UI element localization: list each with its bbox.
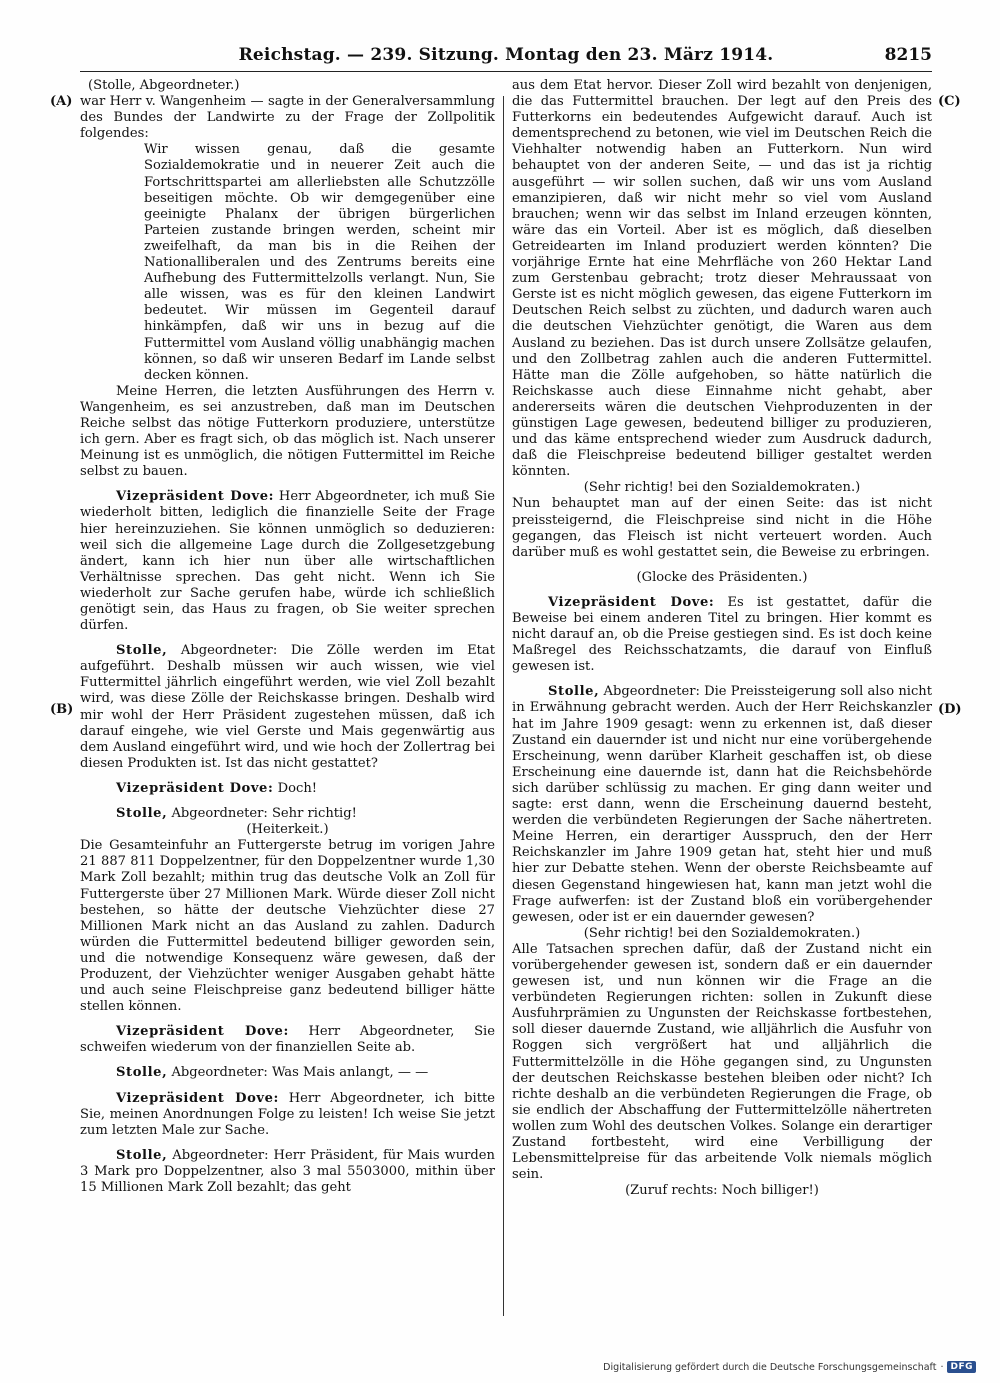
speech-paragraph: Vizepräsident Dove: Herr Abgeordneter, ich bitte Sie, meinen Anordnungen Folge zu leisten! Ich weise Sie jetzt zum letzten Male zur Sache. (80, 1090, 495, 1138)
speech-paragraph: Vizepräsident Dove: Herr Abgeordneter, ich muß Sie wiederholt bitten, lediglich die finanzielle Seite der Frage hier hereinzuziehen. Sie können unmöglich so deduzieren: weil sich die allgemeine Lage durch die Zollgesetzgebung ändert, kann ich hier nun über alle wirtschaftlichen Verhältnisse sprechen. Das geht nicht. Wenn ich Sie wiederholt zur Sache gerufen habe, würde ich schließlich genötigt sein, das Haus zu fragen, ob Sie weiter sprechen dürfen. (80, 489, 495, 634)
speech-paragraph: Stolle, Abgeordneter: Sehr richtig! (116, 806, 357, 822)
speaker-name: Vizepräsident Dove: (116, 489, 275, 505)
interjection: (Heiterkeit.) (246, 822, 329, 838)
dfg-logo-icon: DFG (947, 1361, 976, 1373)
speech-paragraph: Vizepräsident Dove: Es ist gestattet, dafür die Beweise bei einem anderen Titel zu bringen. Hier kommt es nicht darauf an, ob die Preise gestiegen sind. Es ist doch keine Maßregel des Reichsschatzamts, die darauf von Einfluß gewesen ist. (512, 594, 932, 675)
running-title: Reichstag. — 239. Sitzung. Montag den 23. März 1914. (238, 45, 774, 65)
paragraph: aus dem Etat hervor. Dieser Zoll wird bezahlt von denjenigen, die das Futtermittel brauchen. Der legt auf den Preis des Futterkorns ein bedeutendes Aufgewicht darauf. Auch ist dementsprechend zu betonen, wie viel im Deutschen Reich die Viehhalter notwendig haben an Futterkorn. Nun wird behauptet von der anderen Seite, — und das ist ja richtig ausgeführt — wir sollen suchen, daß wir uns vom Ausland emanzipieren, daß wir nicht mehr so viel vom Ausland brauchen; wenn wir das selbst im Inland erzeugen könnten, wäre das ein Vorteil. Aber ist es möglich, daß dieselben Getreidearten im Inland produziert werden könnten? Die vorjährige Ernte hat eine Mehrfläche von 260 Hektar Land zum Gerstenbau gebracht; trotz dieser Mehraussaat von Gerste ist es nicht möglich gewesen, das eigene Futterkorn im Deutschen Reich selbst zu züchten, und dadurch waren auch die deutschen Viehzüchter genötigt, die Waren aus dem Ausland zu beziehen. Das ist durch unsere Zollsätze gelaufen, und den Zollbetrag zahlen auch die anderen Futtermittel. Hätte man die Zölle aufgehoben, so hätte natürlich die Reichskasse auch diese Einnahme nicht gehabt, aber andererseits wären die deutschen Viehproduzenten in der günstigen Lage gewesen, bedeutend billiger zu produzieren, und das käme entsprechend wieder zum Ausdruck dadurch, daß die Fleischpreise bedeutend billiger gestaltet werden könnten. (512, 78, 932, 480)
speaker-name: Vizepräsident Dove: (548, 594, 715, 610)
speaker-name: Stolle, (116, 643, 168, 659)
speaker-name: Vizepräsident Dove: (116, 780, 274, 796)
margin-mark-a: (A) (50, 94, 73, 109)
speaker-continuation: (Stolle, Abgeordneter.) (88, 78, 240, 93)
speech-paragraph: Stolle, Abgeordneter: Die Zölle werden im Etat aufgeführt. Deshalb müssen wir auch wissen, wie viel Futtermittel jährlich eingeführt werden, wie viel Zoll bezahlt wird, was diese Zölle der Reichskasse bringen. Deshalb wird mir wohl der Herr Präsident zugestehen müssen, daß ich darauf eingehe, wie viel Gerste und Mais gegenwärtig aus dem Ausland eingeführt wird, und wie hoch der Zollertrag bei diesen Produkten ist. Ist das nicht gestattet? (80, 643, 495, 771)
paragraph: war Herr v. Wangenheim — sagte in der Generalversammlung des Bundes der Landwirte zu der Frage der Zollpolitik folgendes: (80, 94, 495, 142)
speaker-name: Stolle, (116, 806, 168, 822)
interjection: (Zuruf rechts: Noch billiger!) (625, 1183, 819, 1199)
speaker-name: Stolle, (548, 684, 600, 700)
page-number: 8215 (884, 45, 932, 65)
speaker-name: Vizepräsident Dove: (116, 1024, 289, 1040)
paragraph: Die Gesamteinfuhr an Futtergerste betrug im vorigen Jahre 21 887 811 Doppelzentner, für den Doppelzentner wurde 1,30 Mark Zoll bezahlt; mithin trug das deutsche Volk an Zoll für Futtergerste über 27 Millionen Mark. Würde dieser Zoll nicht bestehen, so hätte der deutsche Viehzüchter diese 27 Millionen Mark nicht an das Ausland zu zahlen. Dadurch würden die Futtermittel bedeutend billiger geworden sein, und die notwendige Konsequenz wäre gewesen, daß der Produzent, der Viehzüchter weniger Ausgaben gehabt hätte und auch seine Fleischpreise ganz bedeutend billiger hätte stellen können. (80, 838, 495, 1015)
interjection: (Sehr richtig! bei den Sozialdemokraten.) (583, 480, 861, 496)
speech-paragraph: Vizepräsident Dove: Herr Abgeordneter, Sie schweifen wiederum von der finanziellen Seite ab. (80, 1024, 495, 1056)
speech-paragraph: Stolle, Abgeordneter: Herr Präsident, für Mais wurden 3 Mark pro Doppelzentner, also 3 mal 5503000, mithin über 15 Millionen Mark Zoll bezahlt; das geht (80, 1147, 495, 1195)
digitization-credit: Digitalisierung gefördert durch die Deutsche Forschungsgemeinschaft · DFG (603, 1361, 976, 1373)
speaker-name: Vizepräsident Dove: (116, 1090, 279, 1106)
speaker-name: Stolle, (116, 1065, 168, 1081)
interjection: (Glocke des Präsidenten.) (636, 569, 808, 585)
interjection: (Sehr richtig! bei den Sozialdemokraten.) (583, 925, 861, 941)
speech-paragraph: Vizepräsident Dove: Doch! (116, 780, 318, 796)
running-header (80, 43, 932, 72)
speech-paragraph: Stolle, Abgeordneter: Die Preissteigerung soll also nicht in Erwähnung gebracht werden. Auch der Herr Reichskanzler hat im Jahre 1909 gesagt: wenn zu erkennen ist, daß dieser Zustand ein dauernder ist und nicht nur eine vorübergehende Erscheinung, wenn darüber Klarheit geschaffen ist, ob diese Erscheinung eine dauernde ist, dann hat die Reichsbehörde sich darüber schlüssig zu machen. Er ging dann weiter und sagte: erst dann, wenn die Erscheinung dauernd besteht, werden die verbündeten Regierungen der Sache nähertreten. Meine Herren, ein derartiger Ausspruch, den der Herr Reichskanzler im Jahre 1909 getan hat, steht hier und muß hier zur Debatte stehen. Wenn der oberste Reichsbeamte auf diesen Gegenstand hingewiesen hat, kann man jetzt wohl die Frage aufwerfen: ist der Zustand bloß ein vorübergehender gewesen, oder ist er ein dauernder gewesen? (512, 684, 932, 925)
block-quote: Wir wissen genau, daß die gesamte Sozialdemokratie und in neuerer Zeit auch die Fortschrittspartei am allerliebsten alle Schutzzölle beseitigen möchte. Ob wir demgegenüber eine geeinigte Phalanx der übrigen bürgerlichen Parteien zustande bringen werden, scheint mir zweifelhaft, da man bis in die Reihen der Nationalliberalen und des Zentrums bereits eine Aufhebung des Futtermittelzolls verlangt. Nun, Sie alle wissen, was es für den kleinen Landwirt bedeutet. Wir müssen im Gegenteil darauf hinkämpfen, daß wir uns in bezug auf die Futtermittel vom Ausland völlig unabhängig machen können, so daß wir unseren Bedarf im Lande selbst decken können. (144, 142, 495, 383)
margin-mark-c: (C) (938, 94, 961, 109)
speech-paragraph: Stolle, Abgeordneter: Was Mais anlangt, — — (116, 1065, 429, 1081)
speaker-name: Stolle, (116, 1147, 168, 1163)
credit-text: Digitalisierung gefördert durch die Deutsche Forschungsgemeinschaft (603, 1361, 937, 1373)
paragraph: Meine Herren, die letzten Ausführungen des Herrn v. Wangenheim, es sei anzustreben, daß man im Deutschen Reiche selbst das nötige Futterkorn produziere, unterstütze ich gern. Aber es fragt sich, ob das möglich ist. Nach unserer Meinung ist es unmöglich, die nötigen Futtermittel im Reiche selbst zu bauen. (80, 383, 495, 480)
margin-mark-b: (B) (50, 702, 74, 717)
paragraph: Alle Tatsachen sprechen dafür, daß der Zustand nicht ein vorübergehender gewesen ist, sondern daß er ein dauernder gewesen ist, und nun können wir die Frage an die verbündeten Regierungen richten: sollen in Zukunft diese Ausfuhrprämien zu Ungunsten der Reichskasse fortbestehen, soll dieser dauernde Zustand, wie alljährlich die Ausfuhr von Roggen sich vergrößert hat und alljährlich die Futtermittelzölle in die Höhe gegangen sind, zu Ungunsten der deutschen Reichskasse bestehen bleiben oder nicht? Ich richte deshalb an die verbündeten Regierungen die Frage, ob sie endlich der Abschaffung der Futtermittelzölle nähertreten wollen zum Wohl des deutschen Volkes. Solange ein derartiger Zustand fortbesteht, wird eine Verbilligung der Lebensmittelpreise für das arbeitende Volk niemals möglich sein. (512, 941, 932, 1183)
margin-mark-d: (D) (938, 702, 962, 717)
left-column (80, 78, 495, 1196)
right-column (512, 78, 932, 1199)
paragraph: Nun behauptet man auf der einen Seite: das ist nicht preissteigernd, die Fleischpreise sind nicht in die Höhe gegangen, das Fleisch ist nicht verteuert worden. Auch darüber muß es wohl gestattet sein, die Beweise zu erbringen. (512, 496, 932, 560)
column-divider (503, 96, 504, 1316)
